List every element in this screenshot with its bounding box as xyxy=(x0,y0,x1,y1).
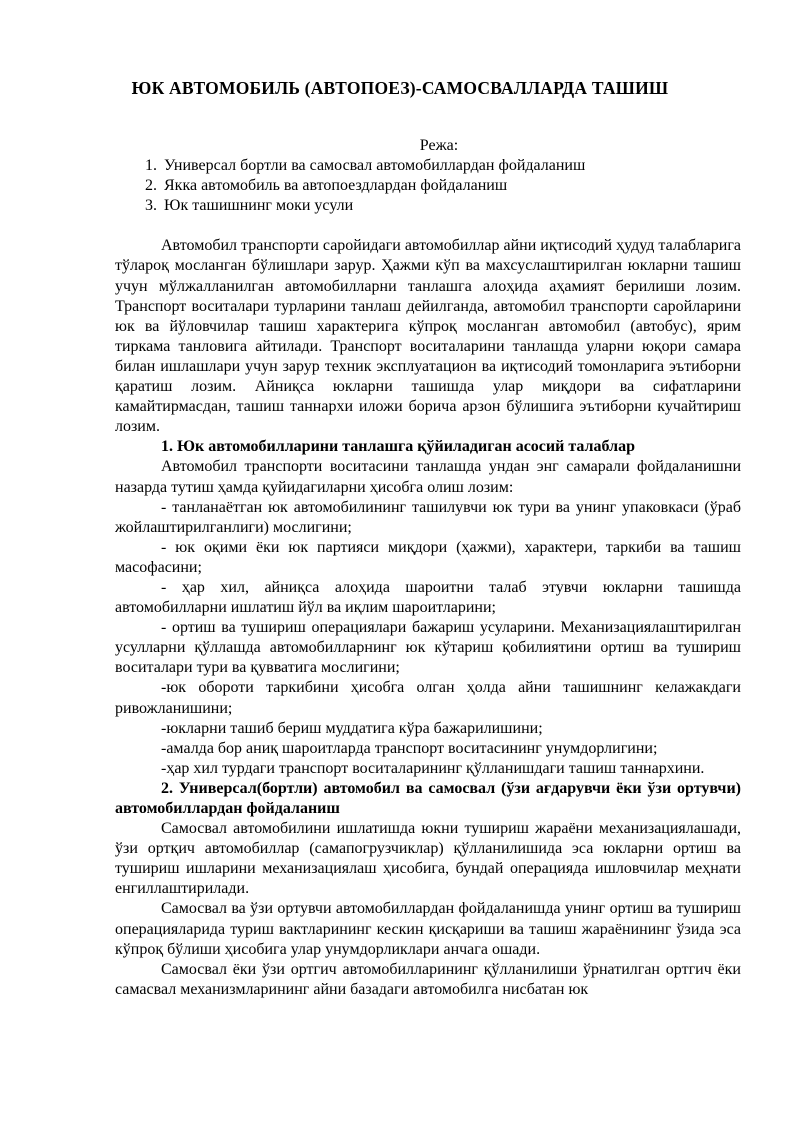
plan-item: 2. Якка автомобиль ва автопоездлардан фойдаланиш xyxy=(161,176,741,196)
requirement-item: - ҳар хил, айниқса алоҳида шароитни талаб этувчи юкларни ташишда автомобилларни ишлатиш йўл ва иқлим шароитларини; xyxy=(115,578,741,617)
paragraph-intro: Автомобил транспорти саройидаги автомобиллар айни иқтисодий ҳудуд талабларига тўлароқ мосланган бўлишлари зарур. Ҳажми кўп ва махсуслаштирилган юкларни ташиш учун мўлжалланилган автомобилларни танлашга алоҳида аҳамият берилиши лозим. Транспорт воситалари турларини танлаш дейилганда, автомобил транспорти саройларини юк ва йўловчилар ташиш характерига кўпроқ мосланган автомобил (автобус), ярим тиркама танловига айтилади. Транспорт воситаларини танлашда уларни юқори самара билан ишлашлари учун зарур техник эксплуатацион ва иқтисодий томонларига эътиборни қаратиш лозим. Айниқса юкларни ташишда улар миқдори ва сифатларини камайтирмасдан, ташиш таннархи иложи борича арзон бўлишига эътиборни кучайтириш лозим. xyxy=(115,237,741,436)
plan-item: 1. Универсал бортли ва самосвал автомобиллардан фойдаланиш xyxy=(161,156,741,176)
requirement-item: - танланаётган юк автомобилининг ташилувчи юк тури ва унинг упаковкаси (ўраб жойлаштирилганлиги) мослигини; xyxy=(115,498,741,536)
requirement-item: -юкларни ташиб бериш муддатига кўра бажарилишини; xyxy=(161,719,543,737)
requirement-item: -ҳар хил турдаги транспорт воситаларининг қўлланишдаги ташиш таннархини. xyxy=(161,759,705,777)
paragraph: Самосвал ва ўзи ортувчи автомобиллардан фойдаланишда унинг ортиш ва тушириш операцияларида туриш вактларининг кескин қисқариши ва ташиш жараёнининг ўзида эса кўпроқ бўлиши ҳисобига улар унумдорликлари анчага ошади. xyxy=(115,900,741,958)
paragraph: Самосвал автомобилини ишлатишда юкни тушириш жараёни механизациялашади, ўзи ортқич автомобиллар (самапогрузчиклар) қўлланилишида эса юкларни ортиш ва тушириш ишларини механизациялаш ҳисобига, бундай операцияда ишловчилар меҳнати енгиллаштирилади. xyxy=(115,820,741,898)
document-title: ЮК АВТОМОБИЛЬ (АВТОПОЕЗ)-САМОСВАЛЛАРДА ТАШИШ xyxy=(131,78,669,98)
document-body xyxy=(115,136,741,1000)
plan-item: 3. Юк ташишнинг моки усули xyxy=(161,196,741,216)
requirement-item: - ортиш ва тушириш операциялари бажариш усуларини. Механизациялаштирилган усулларни қўллашда автомобилларнинг юк кўтариш қобилиятини ортиш ва тушириш воситалари тури ва қувватига мослигини; xyxy=(115,619,741,677)
requirement-item: -амалда бор аниқ шароитларда транспорт воситасининг унумдорлигини; xyxy=(161,739,658,757)
paragraph: Автомобил транспорти воситасини танлашда ундан энг самарали фойдаланишни назарда тутиш ҳамда қуйидагиларни ҳисобга олиш лозим: xyxy=(115,458,741,496)
section-heading-1: 1. Юк автомобилларини танлашга қўйиладиган асосий талаблар xyxy=(161,438,635,456)
requirement-item: -юк обороти таркибини ҳисобга олган ҳолда айни ташишнинг келажакдаги ривожланишини; xyxy=(115,679,741,717)
section-heading-2: 2. Универсал(бортли) автомобил ва самосвал (ўзи ағдарувчи ёки ўзи ортувчи) автомобиллардан фойдаланиш xyxy=(115,779,741,817)
plan-heading: Режа: xyxy=(419,137,459,154)
paragraph: Самосвал ёки ўзи ортгич автомобилларининг қўлланилиши ўрнатилган ортгич ёки самасвал механизмларининг айни базадаги автомобилга нисбатан юк xyxy=(115,960,741,998)
requirement-item: - юк оқими ёки юк партияси миқдори (ҳажми), характери, таркиби ва ташиш масофасини; xyxy=(115,538,741,576)
plan-list xyxy=(115,156,741,216)
